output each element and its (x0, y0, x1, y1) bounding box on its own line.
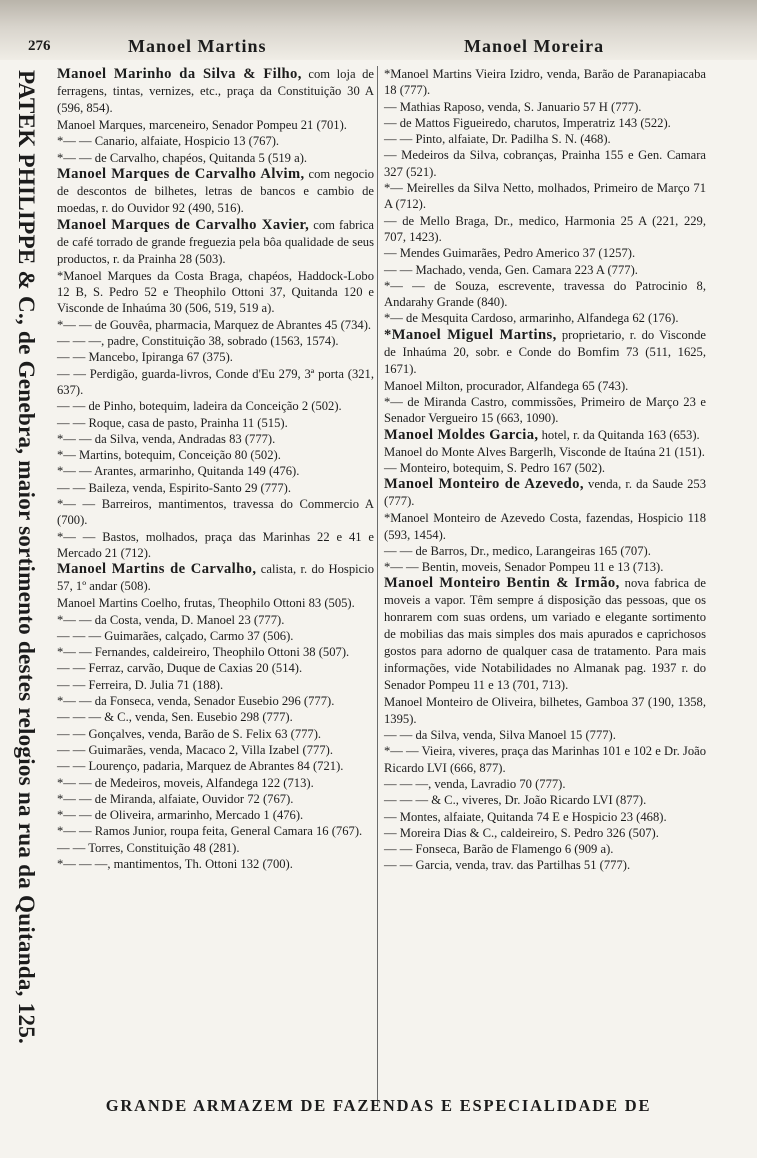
directory-entry: — Medeiros da Silva, cobranças, Prainha 155 e Gen. Camara 327 (521). (384, 148, 706, 179)
directory-entry: — — Lourenço, padaria, Marquez de Abrantes 84 (721). (57, 759, 344, 774)
directory-entry: *— — de Souza, escrevente, travessa do Patrocinio 8, Andarahy Grande (840). (384, 278, 706, 310)
column-divider (377, 66, 378, 1106)
left-column (57, 66, 374, 872)
directory-entry: — — da Silva, venda, Silva Manoel 15 (777). (384, 728, 616, 743)
directory-entry: Manoel Milton, procurador, Alfandega 65 (743). (384, 378, 629, 393)
page-number: 276 (28, 38, 51, 54)
entry-name: Manoel Monteiro Bentin & Irmão, (384, 575, 620, 592)
right-running-head: Manoel Moreira (464, 36, 605, 56)
page-header (0, 0, 757, 60)
entry-details: hotel, r. da Quitanda 163 (653). (538, 427, 700, 442)
directory-entry (384, 575, 706, 694)
directory-entry: — — Machado, venda, Gen. Camara 223 A (777). (384, 262, 638, 277)
directory-entry: *Manoel Monteiro de Azevedo Costa, fazendas, Hospicio 118 (593, 1454). (384, 511, 706, 542)
directory-entry: *— — de Miranda, alfaiate, Ouvidor 72 (767). (57, 791, 294, 806)
directory-entry: *— de Miranda Castro, commissões, Primeiro de Março 23 e Senador Vergueiro 15 (663, 1090). (384, 395, 706, 426)
directory-entry: — — Torres, Constituição 48 (281). (57, 840, 240, 855)
directory-entry: — — Fonseca, Barão de Flamengo 6 (909 a). (384, 842, 614, 857)
entry-details: nova fabrica de moveis a vapor. Têm sempre á disposição das pessoas, que os honrarem com suas ordens, um variado e elegante sortimento de mobilias das mais simples dos mais apurados e caprichosos gostos para adorno de qualquer casa de tratamento. Para mais informações, vide Notabilidades no Almanak pag. 1937 r. do Senador Pompeu 11 e 13 (701, 713). (384, 576, 707, 693)
footer-advertisement: GRANDE ARMAZEM DE FAZENDAS E ESPECIALIDADE DE (105, 1096, 652, 1115)
directory-entry: *— — Fernandes, caldeireiro, Theophilo Ottoni 38 (507). (57, 645, 350, 660)
directory-entry: *Manoel Marques da Costa Braga, chapéos, Haddock-Lobo 12 B, S. Pedro 52 e Theophilo Ottoni 37, Quitanda 120 e Visconde de Inhaúma 30 (506, 519, 519 a). (57, 268, 374, 316)
entry-details: com loja de ferragens, tintas, vernizes, etc., praça da Constituição 30 A (596, 854). (57, 67, 374, 115)
directory-entry: — — — & C., venda, Sen. Eusebio 298 (777). (57, 710, 293, 725)
directory-entry: — — Ferraz, carvão, Duque de Caxias 20 (514). (57, 661, 303, 676)
directory-entry: Manoel Martins Coelho, frutas, Theophilo Ottoni 83 (505). (57, 596, 355, 611)
directory-entry: *— — de Gouvêa, pharmacia, Marquez de Abrantes 45 (734). (57, 317, 372, 332)
entry-details: venda, r. da Saude 253 (777). (384, 477, 706, 509)
entry-name: Manoel Martins de Carvalho, (57, 561, 257, 578)
directory-entry (57, 166, 374, 217)
right-column (384, 66, 706, 874)
directory-entry: *— — Canario, alfaiate, Hospicio 13 (767). (57, 134, 280, 149)
entry-details: proprietario, r. do Visconde de Inhaúma 20, sobr. e Conde do Bomfim 73 (511, 1625, 1671). (384, 327, 706, 376)
directory-entry (384, 427, 706, 444)
directory-entry: — Mathias Raposo, venda, S. Januario 57 H (777). (384, 99, 642, 114)
directory-entry: — — Perdigão, guarda-livros, Conde d'Eu 279, 3ª porta (321, 637). (57, 366, 374, 397)
directory-entry (384, 476, 706, 510)
directory-entry: — de Mello Braga, Dr., medico, Harmonia 25 A (221, 229, 707, 1423). (384, 213, 706, 244)
entry-name: Manoel Moldes Garcia, (384, 426, 539, 443)
directory-entry: *— — de Medeiros, moveis, Alfandega 122 (713). (57, 775, 314, 790)
entry-details: calista, r. do Hospicio 57, 1º andar (508). (57, 562, 375, 594)
directory-entry: — — de Barros, Dr., medico, Larangeiras 165 (707). (384, 543, 651, 558)
directory-entry: *— — da Costa, venda, D. Manoel 23 (777). (57, 612, 285, 627)
directory-entry (57, 561, 374, 595)
directory-entry: *— — Vieira, viveres, praça das Marinhas 101 e 102 e Dr. João Ricardo LVI (666, 877). (384, 744, 706, 775)
left-running-head: Manoel Martins (128, 36, 267, 56)
directory-entry: Manoel Marques, marceneiro, Senador Pompeu 21 (701). (57, 118, 347, 132)
directory-entry: *— — Barreiros, mantimentos, travessa do Commercio A (700). (57, 497, 374, 528)
directory-entry: *— — de Oliveira, armarinho, Mercado 1 (476). (57, 808, 304, 823)
directory-entry: Manoel Monteiro de Oliveira, bilhetes, Gamboa 37 (190, 1358, 1395). (384, 695, 706, 726)
directory-entry: *— Martins, botequim, Conceição 80 (502). (57, 448, 281, 463)
directory-entry (57, 217, 374, 268)
directory-entry: — — de Pinho, botequim, ladeira da Conceição 2 (502). (57, 399, 342, 414)
entry-name: Manoel Marinho da Silva & Filho, (57, 66, 302, 82)
directory-entry: — Mendes Guimarães, Pedro Americo 37 (1257). (384, 246, 636, 261)
directory-entry: — Monteiro, botequim, S. Pedro 167 (502). (384, 460, 606, 475)
entry-name: *Manoel Miguel Martins, (384, 326, 557, 343)
entry-details: com negocio de descontos de bilhetes, letras de bancos e cambio de moedas, r. do Ouvidor 92 (490, 516). (57, 166, 374, 215)
directory-entry: — — Guimarães, venda, Macaco 2, Villa Izabel (777). (57, 742, 333, 757)
directory-entry: *— — Arantes, armarinho, Quitanda 149 (476). (57, 464, 300, 479)
directory-entry: Manoel do Monte Alves Bargerlh, Visconde de Itaúna 21 (151). (384, 444, 705, 459)
directory-entry: — — Baileza, venda, Espirito-Santo 29 (777). (57, 480, 291, 495)
directory-entry (57, 66, 374, 117)
side-advertisement-text: PATEK PHILIPPE & C., de Genebra, maior sortimento destes relogios na rua da Quitanda, 125. (13, 70, 39, 1045)
directory-entry: — — — & C., viveres, Dr. João Ricardo LVI (877). (384, 793, 647, 808)
directory-entry: — — — Guimarães, calçado, Carmo 37 (506). (57, 628, 294, 643)
entry-name: Manoel Monteiro de Azevedo, (384, 476, 584, 493)
directory-entry: — — Garcia, venda, trav. das Partilhas 51 (777). (384, 858, 631, 873)
directory-entry: *— Meirelles da Silva Netto, molhados, Primeiro de Março 71 A (712). (384, 181, 706, 212)
side-advertisement (4, 70, 50, 1070)
entry-name: Manoel Marques de Carvalho Alvim, (57, 165, 305, 182)
directory-entry: *— — —, mantimentos, Th. Ottoni 132 (700). (57, 856, 293, 871)
directory-entry: *— — Bentin, moveis, Senador Pompeu 11 e 13 (713). (384, 560, 664, 575)
directory-entry (384, 327, 706, 378)
directory-entry: *— de Mesquita Cardoso, armarinho, Alfandega 62 (176). (384, 311, 679, 326)
directory-entry: — — Pinto, alfaiate, Dr. Padilha S. N. (468). (384, 132, 611, 147)
directory-entry: *— — da Fonseca, venda, Senador Eusebio 296 (777). (57, 694, 335, 709)
directory-entry: *Manoel Martins Vieira Izidro, venda, Barão de Paranapiacaba 18 (777). (384, 67, 706, 98)
directory-entry: *— — Bastos, molhados, praça das Marinhas 22 e 41 e Mercado 21 (712). (57, 529, 374, 560)
entry-details: com fabrica de café torrado de grande freguezia pela bôa qualidade de seus productos, r. da Prainha 28 (503). (57, 217, 374, 266)
directory-entry: — — Mancebo, Ipiranga 67 (375). (57, 350, 233, 365)
directory-entry: — — Ferreira, D. Julia 71 (188). (57, 677, 224, 692)
directory-entry: *— — Ramos Junior, roupa feita, General Camara 16 (767). (57, 824, 363, 839)
directory-entry: — Montes, alfaiate, Quitanda 74 E e Hospicio 23 (468). (384, 809, 667, 824)
directory-entry: *— — da Silva, venda, Andradas 83 (777). (57, 431, 276, 446)
directory-entry: — de Mattos Figueiredo, charutos, Imperatriz 143 (522). (384, 115, 671, 130)
directory-entry: — — —, venda, Lavradio 70 (777). (384, 776, 566, 791)
directory-entry: *— — de Carvalho, chapéos, Quitanda 5 (519 a). (57, 150, 308, 165)
directory-entry: — — Roque, casa de pasto, Prainha 11 (515). (57, 415, 288, 430)
directory-entry: — — Gonçalves, venda, Barão de S. Felix 63 (777). (57, 726, 322, 741)
entry-name: Manoel Marques de Carvalho Xavier, (57, 216, 310, 233)
directory-entry: — Moreira Dias & C., caldeireiro, S. Pedro 326 (507). (384, 825, 659, 840)
directory-entry: — — —, padre, Constituição 38, sobrado (1563, 1574). (57, 334, 339, 349)
